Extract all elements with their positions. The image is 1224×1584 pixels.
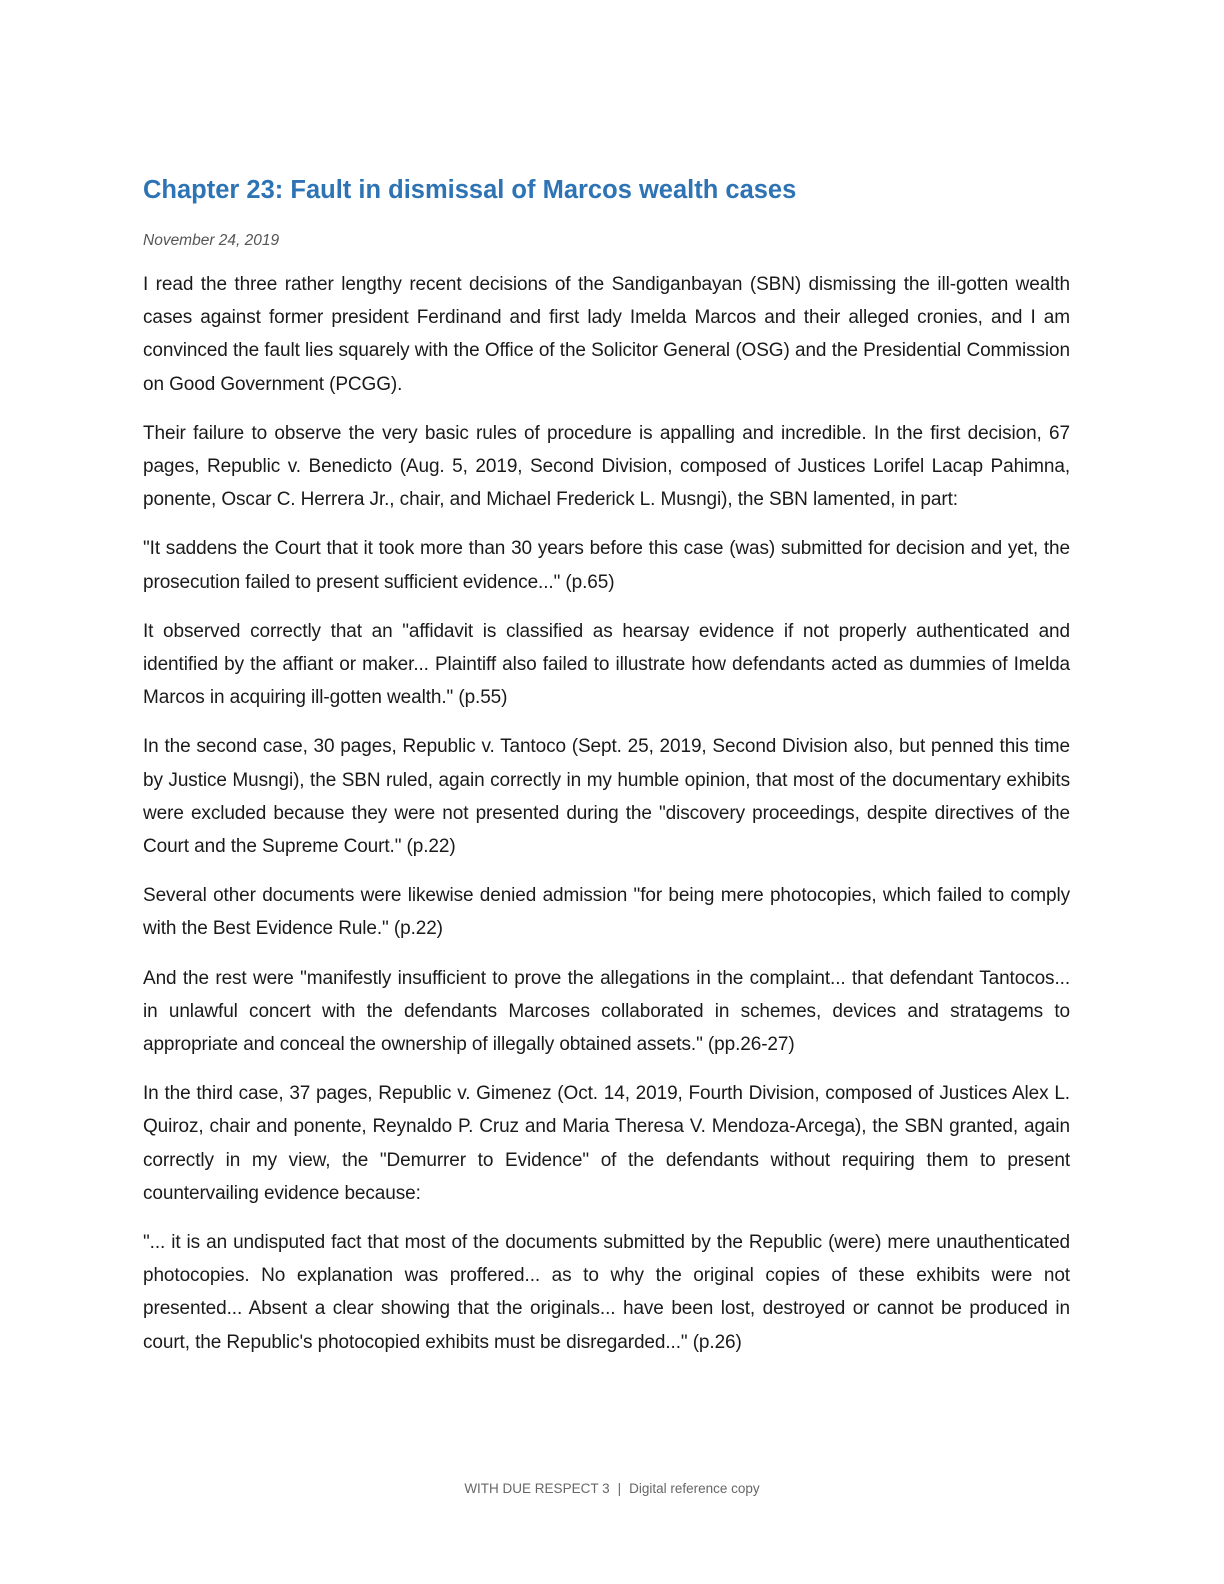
paragraph: In the third case, 37 pages, Republic v. Gimenez (Oct. 14, 2019, Fourth Division, composed of Justices Alex L. Quiroz, chair and ponente, Reynaldo P. Cruz and Maria Theresa V. Mendoza-Arcega), the SBN granted, again correctly in my view, the "Demurrer to Evidence" of the defendants without requiring them to present countervailing evidence because: [143,1083,1070,1204]
paragraph: In the second case, 30 pages, Republic v. Tantoco (Sept. 25, 2019, Second Division also, but penned this time by Justice Musngi), the SBN ruled, again correctly in my humble opinion, that most of the documentary exhibits were excluded because they were not presented during the "discovery proceedings, despite directives of the Court and the Supreme Court." (p.22) [143,736,1070,858]
paragraph: And the rest were "manifestly insufficient to prove the allegations in the complaint... that defendant Tantocos... in unlawful concert with the defendants Marcoses collaborated in schemes, devices and stratagems to appropriate and conceal the ownership of illegally obtained assets." (pp.26-27) [143,967,1070,1056]
article-body [143,268,1070,1359]
footer-separator: | [617,1481,622,1496]
paragraph: "It saddens the Court that it took more than 30 years before this case (was) submitted for decision and yet, the prosecution failed to present sufficient evidence..." (p.65) [143,538,1070,593]
paragraph: Their failure to observe the very basic rules of procedure is appalling and incredible. In the first decision, 67 pages, Republic v. Benedicto (Aug. 5, 2019, Second Division, composed of Justices Lorifel Lacap Pahimna, ponente, Oscar C. Herrera Jr., chair, and Michael Frederick L. Musngi), the SBN lamented, in part: [143,422,1070,511]
paragraph: I read the three rather lengthy recent decisions of the Sandiganbayan (SBN) dismissing the ill-gotten wealth cases against former president Ferdinand and first lady Imelda Marcos and their alleged cronies, and I am convinced the fault lies squarely with the Office of the Solicitor General (OSG) and the Presidential Commission on Good Government (PCGG). [143,274,1070,395]
document-page [143,170,1070,1375]
paragraph: "... it is an undisputed fact that most of the documents submitted by the Republic (were) mere unauthenticated photocopies. No explanation was proffered... as to why the original copies of these exhibits were not presented... Absent a clear showing that the originals... have been lost, destroyed or cannot be produced in court, the Republic's photocopied exhibits must be disregarded..." (p.26) [143,1232,1070,1353]
footer-note: Digital reference copy [629,1481,760,1496]
paragraph: Several other documents were likewise denied admission "for being mere photocopies, which failed to comply with the Best Evidence Rule." (p.22) [143,885,1070,940]
footer-book-title: WITH DUE RESPECT 3 [464,1481,610,1496]
publication-date: November 24, 2019 [143,232,280,249]
chapter-title: Chapter 23: Fault in dismissal of Marcos wealth cases [143,176,797,204]
paragraph: It observed correctly that an "affidavit is classified as hearsay evidence if not properly authenticated and identified by the affiant or maker... Plaintiff also failed to illustrate how defendants acted as dummies of Imelda Marcos in acquiring ill-gotten wealth." (p.55) [143,620,1070,709]
page-footer [0,1478,1224,1500]
